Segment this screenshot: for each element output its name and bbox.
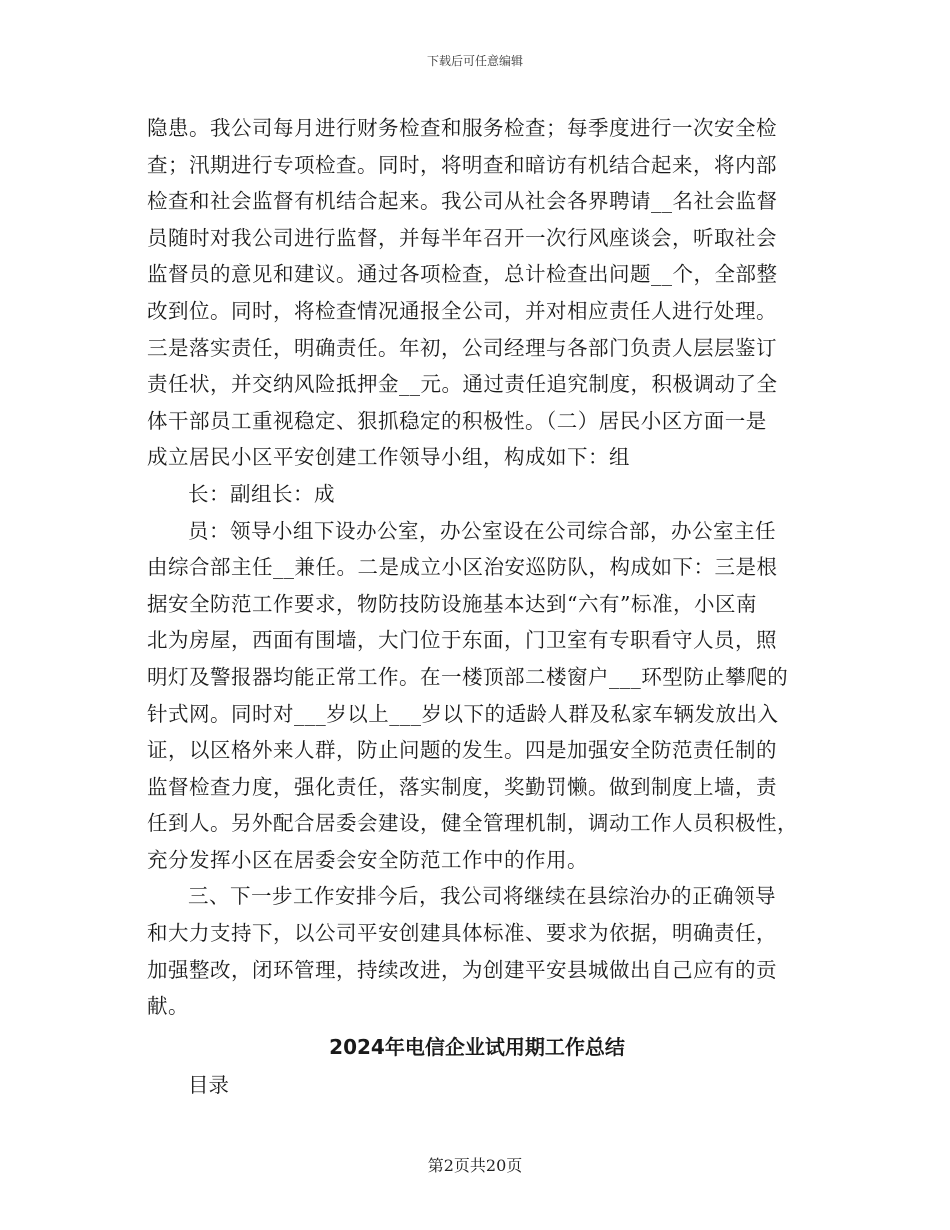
page-number: 第2页共20页 xyxy=(427,1156,523,1175)
text-line: 加强整改，闭环管理，持续改进，为创建平安县城做出自己应有的贡 xyxy=(147,957,777,982)
text-line: 查；汛期进行专项检查。同时，将明查和暗访有机结合起来，将内部 xyxy=(147,152,777,177)
text-line: 任到人。另外配合居委会建设，健全管理机制，调动工作人员积极性， xyxy=(147,811,798,836)
text-line: 隐患。我公司每月进行财务检查和服务检查；每季度进行一次安全检 xyxy=(147,116,777,140)
text-line: 明灯及警报器均能正常工作。在一楼顶部二楼窗户___环型防止攀爬的 xyxy=(147,664,789,689)
text-line: 充分发挥小区在居委会安全防范工作中的作用。 xyxy=(147,847,588,872)
text-line: 三是落实责任，明确责任。年初，公司经理与各部门负责人层层鉴订 xyxy=(147,335,777,360)
text-line: 长：副组长：成 xyxy=(188,481,335,506)
text-line: 三、下一步工作安排今后，我公司将继续在县综治办的正确领导 xyxy=(188,884,776,909)
section-heading: 2024年电信企业试用期工作总结 xyxy=(329,1034,625,1059)
document-body xyxy=(147,110,807,1103)
page-header-note: 下载后可任意编辑 xyxy=(426,54,523,68)
text-line: 监督检查力度，强化责任，落实制度，奖勤罚懒。做到制度上墙，责 xyxy=(147,774,777,799)
text-line: 改到位。同时，将检查情况通报全公司，并对相应责任人进行处理。 xyxy=(147,298,777,323)
text-line: 和大力支持下，以公司平安创建具体标准、要求为依据，明确责任， xyxy=(147,921,777,946)
text-line: 据安全防范工作要求，物防技防设施基本达到“六有”标准，小区南 xyxy=(147,591,757,616)
text-line: 检查和社会监督有机结合起来。我公司从社会各界聘请__名社会监督 xyxy=(147,189,778,214)
text-line: 献。 xyxy=(147,994,189,1019)
text-line: 成立居民小区平安创建工作领导小组，构成如下：组 xyxy=(147,445,630,470)
text-line: 责任状，并交纳风险抵押金__元。通过责任追究制度，积极调动了全 xyxy=(147,372,778,397)
text-line: 体干部员工重视稳定、狠抓稳定的积极性。（二）居民小区方面一是 xyxy=(147,408,767,433)
text-line: 针式网。同时对___岁以上___岁以下的适龄人群及私家车辆发放出入 xyxy=(147,701,779,726)
text-line: 证，以区格外来人群，防止问题的发生。四是加强安全防范责任制的 xyxy=(147,738,777,763)
text-line: 北为房屋，西面有围墙，大门位于东面，门卫室有专职看守人员，照 xyxy=(147,628,777,653)
text-line: 员：领导小组下设办公室，办公室设在公司综合部，办公室主任 xyxy=(188,518,776,543)
text-line: 监督员的意见和建议。通过各项检查，总计检查出问题__个，全部整 xyxy=(147,262,778,287)
text-line: 员随时对我公司进行监督，并每半年召开一次行风座谈会，听取社会 xyxy=(147,225,777,250)
toc-label: 目录 xyxy=(188,1072,229,1097)
text-line: 由综合部主任__兼任。二是成立小区治安巡防队，构成如下：三是根 xyxy=(147,555,778,580)
